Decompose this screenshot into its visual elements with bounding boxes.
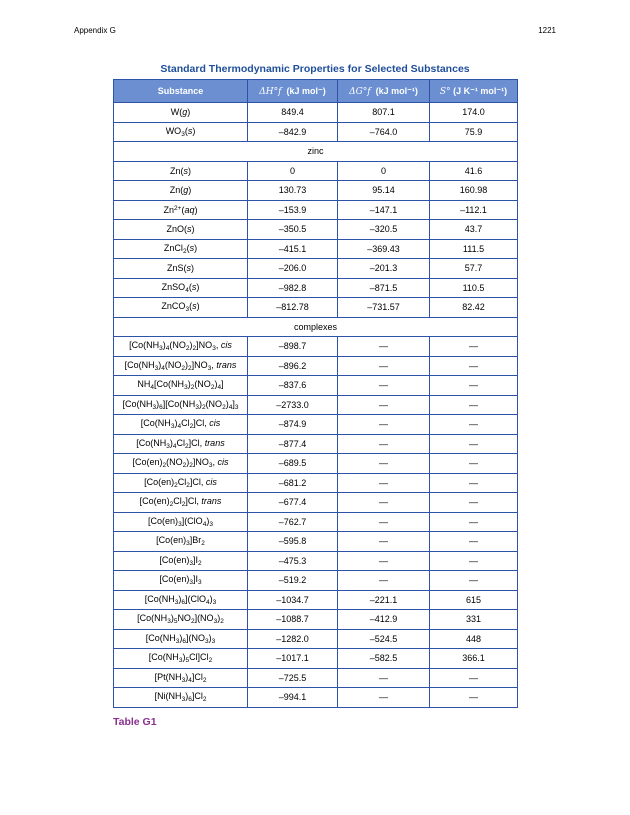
col-header-enthalpy: ΔH°f (kJ mol⁻)	[248, 80, 338, 103]
enthalpy-cell: –681.2	[248, 473, 338, 493]
enthalpy-cell: –1017.1	[248, 649, 338, 669]
entropy-cell: —	[430, 532, 518, 552]
entropy-cell: —	[430, 395, 518, 415]
table-row	[114, 278, 518, 298]
enthalpy-cell: –898.7	[248, 337, 338, 357]
gibbs-cell: –731.57	[338, 298, 430, 318]
gibbs-cell: –871.5	[338, 278, 430, 298]
substance-cell: ZnSO$_4$(s)	[114, 278, 248, 298]
col-header-entropy: S° (J K⁻¹ mol⁻¹)	[430, 80, 518, 103]
gibbs-cell: —	[338, 493, 430, 513]
enthalpy-cell: 849.4	[248, 103, 338, 123]
table-row	[114, 454, 518, 474]
entropy-cell: 82.42	[430, 298, 518, 318]
gibbs-cell: 0	[338, 161, 430, 181]
entropy-cell: —	[430, 493, 518, 513]
entropy-cell: 111.5	[430, 239, 518, 259]
table-row	[114, 649, 518, 669]
table-row	[114, 200, 518, 220]
entropy-cell: —	[430, 434, 518, 454]
entropy-cell: 41.6	[430, 161, 518, 181]
table-row	[114, 103, 518, 123]
substance-cell: $[Co(NH_3)_4Cl_2]Cl$, trans	[114, 434, 248, 454]
gibbs-cell: —	[338, 337, 430, 357]
entropy-cell: 57.7	[430, 259, 518, 279]
entropy-cell: –112.1	[430, 200, 518, 220]
substance-cell: $[Co(en)_2(NO_2)_2]NO_3$, cis	[114, 454, 248, 474]
substance-cell: $[Co(NH_3)_4(NO_2)_2]NO_3$, cis	[114, 337, 248, 357]
substance-cell: $[Co(en)_3]I_3$	[114, 571, 248, 591]
table-caption: Table G1	[113, 716, 157, 728]
gibbs-cell: —	[338, 551, 430, 571]
substance-cell: ZnCO$_3$(s)	[114, 298, 248, 318]
substance-cell: ZnCl$_2$(s)	[114, 239, 248, 259]
entropy-cell: —	[430, 356, 518, 376]
gibbs-cell: –320.5	[338, 220, 430, 240]
substance-cell: $[Co(en)_3](ClO_4)_3$	[114, 512, 248, 532]
table-row	[114, 298, 518, 318]
table-row	[114, 688, 518, 708]
enthalpy-cell: –206.0	[248, 259, 338, 279]
enthalpy-cell: –837.6	[248, 376, 338, 396]
enthalpy-cell: –519.2	[248, 571, 338, 591]
enthalpy-symbol: ΔH°f	[259, 86, 282, 97]
substance-cell: Zn(g)	[114, 181, 248, 201]
substance-cell: $[Co(en)_3]I_2$	[114, 551, 248, 571]
enthalpy-cell: –842.9	[248, 122, 338, 142]
gibbs-cell: –412.9	[338, 610, 430, 630]
substance-cell: $[Co(en)_2Cl_2]Cl$, cis	[114, 473, 248, 493]
table-row	[114, 181, 518, 201]
enthalpy-cell: –153.9	[248, 200, 338, 220]
substance-cell: $[Co(NH_3)_5NO_2](NO_3)_2$	[114, 610, 248, 630]
table-row	[114, 220, 518, 240]
entropy-cell: —	[430, 337, 518, 357]
entropy-cell: —	[430, 668, 518, 688]
table-row	[114, 473, 518, 493]
enthalpy-cell: –475.3	[248, 551, 338, 571]
gibbs-cell: –369.43	[338, 239, 430, 259]
gibbs-cell: 807.1	[338, 103, 430, 123]
page-number: 1221	[538, 26, 556, 35]
gibbs-cell: —	[338, 395, 430, 415]
entropy-cell: —	[430, 512, 518, 532]
enthalpy-cell: –994.1	[248, 688, 338, 708]
substance-cell: $[Pt(NH_3)_4]Cl_2$	[114, 668, 248, 688]
table-row	[114, 590, 518, 610]
enthalpy-cell: 0	[248, 161, 338, 181]
substance-cell: Zn(s)	[114, 161, 248, 181]
gibbs-cell: —	[338, 434, 430, 454]
gibbs-cell: —	[338, 454, 430, 474]
table-row	[114, 493, 518, 513]
gibbs-cell: —	[338, 376, 430, 396]
entropy-symbol: S°	[439, 86, 451, 97]
substance-cell: $[Co(NH_3)_4Cl_2]Cl$, cis	[114, 415, 248, 435]
gibbs-cell: —	[338, 571, 430, 591]
gibbs-cell: –524.5	[338, 629, 430, 649]
substance-cell: $[Co(NH_3)_5Cl]Cl_2$	[114, 649, 248, 669]
thermodynamic-table	[113, 79, 518, 708]
gibbs-cell: —	[338, 512, 430, 532]
table-row	[114, 395, 518, 415]
group-label: zinc	[114, 142, 518, 162]
table-row	[114, 551, 518, 571]
entropy-cell: —	[430, 376, 518, 396]
col-header-substance: Substance	[114, 80, 248, 103]
gibbs-cell: —	[338, 668, 430, 688]
gibbs-cell: —	[338, 473, 430, 493]
group-label: complexes	[114, 317, 518, 337]
table-row	[114, 629, 518, 649]
table-row	[114, 239, 518, 259]
gibbs-cell: –764.0	[338, 122, 430, 142]
entropy-cell: 366.1	[430, 649, 518, 669]
running-header-left: Appendix G	[74, 26, 116, 35]
table-row	[114, 122, 518, 142]
table-row	[114, 434, 518, 454]
substance-cell: $[Co(en)_2Cl_2]Cl$, trans	[114, 493, 248, 513]
substance-cell: $[Co(en)_3]Br_2$	[114, 532, 248, 552]
entropy-cell: —	[430, 571, 518, 591]
group-row	[114, 317, 518, 337]
enthalpy-cell: –877.4	[248, 434, 338, 454]
entropy-cell: 43.7	[430, 220, 518, 240]
table-title: Standard Thermodynamic Properties for Selected Substances	[160, 63, 470, 75]
entropy-cell: 75.9	[430, 122, 518, 142]
table-row	[114, 259, 518, 279]
entropy-cell: 448	[430, 629, 518, 649]
table-row	[114, 512, 518, 532]
table-header-row	[114, 80, 518, 103]
substance-cell: ZnO(s)	[114, 220, 248, 240]
substance-cell: W(g)	[114, 103, 248, 123]
gibbs-cell: —	[338, 532, 430, 552]
table-row	[114, 376, 518, 396]
group-row	[114, 142, 518, 162]
substance-cell: $[Co(NH_3)_4(NO_2)_2]NO_3$, trans	[114, 356, 248, 376]
table-row	[114, 161, 518, 181]
table-row	[114, 571, 518, 591]
enthalpy-cell: –874.9	[248, 415, 338, 435]
table-row	[114, 610, 518, 630]
table-row	[114, 668, 518, 688]
enthalpy-cell: –725.5	[248, 668, 338, 688]
enthalpy-cell: –350.5	[248, 220, 338, 240]
entropy-cell: 160.98	[430, 181, 518, 201]
enthalpy-cell: –595.8	[248, 532, 338, 552]
gibbs-symbol: ΔG°f	[349, 86, 371, 97]
gibbs-cell: 95.14	[338, 181, 430, 201]
gibbs-cell: –582.5	[338, 649, 430, 669]
substance-cell: $[Co(NH_3)_6](ClO_4)_3$	[114, 590, 248, 610]
gibbs-cell: —	[338, 688, 430, 708]
table-row	[114, 415, 518, 435]
table-row	[114, 532, 518, 552]
entropy-cell: 331	[430, 610, 518, 630]
enthalpy-cell: 130.73	[248, 181, 338, 201]
enthalpy-cell: –2733.0	[248, 395, 338, 415]
enthalpy-cell: –1282.0	[248, 629, 338, 649]
substance-cell: $[Co(NH_3)_6][Co(NH_3)_2(NO_2)_4]_3$	[114, 395, 248, 415]
enthalpy-cell: –415.1	[248, 239, 338, 259]
table-row	[114, 337, 518, 357]
enthalpy-cell: –896.2	[248, 356, 338, 376]
enthalpy-cell: –1088.7	[248, 610, 338, 630]
gibbs-cell: —	[338, 356, 430, 376]
gibbs-cell: –201.3	[338, 259, 430, 279]
enthalpy-cell: –982.8	[248, 278, 338, 298]
enthalpy-cell: –1034.7	[248, 590, 338, 610]
entropy-cell: —	[430, 551, 518, 571]
entropy-cell: 174.0	[430, 103, 518, 123]
enthalpy-cell: –677.4	[248, 493, 338, 513]
substance-cell: ZnS(s)	[114, 259, 248, 279]
col-header-gibbs: ΔG°f (kJ mol⁻¹)	[338, 80, 430, 103]
gibbs-cell: —	[338, 415, 430, 435]
entropy-cell: 110.5	[430, 278, 518, 298]
entropy-cell: 615	[430, 590, 518, 610]
entropy-cell: —	[430, 454, 518, 474]
gibbs-cell: –221.1	[338, 590, 430, 610]
entropy-cell: —	[430, 473, 518, 493]
table-row	[114, 356, 518, 376]
enthalpy-cell: –762.7	[248, 512, 338, 532]
substance-cell: $Zn^{2+}(aq)$	[114, 200, 248, 220]
entropy-cell: —	[430, 688, 518, 708]
substance-cell: $NH_4[Co(NH_3)_2(NO_2)_4]$	[114, 376, 248, 396]
enthalpy-cell: –812.78	[248, 298, 338, 318]
substance-cell: $[Co(NH_3)_6](NO_3)_3$	[114, 629, 248, 649]
substance-cell: $[Ni(NH_3)_6]Cl_2$	[114, 688, 248, 708]
entropy-cell: —	[430, 415, 518, 435]
gibbs-cell: –147.1	[338, 200, 430, 220]
enthalpy-cell: –689.5	[248, 454, 338, 474]
substance-cell: $WO_3(s)$	[114, 122, 248, 142]
